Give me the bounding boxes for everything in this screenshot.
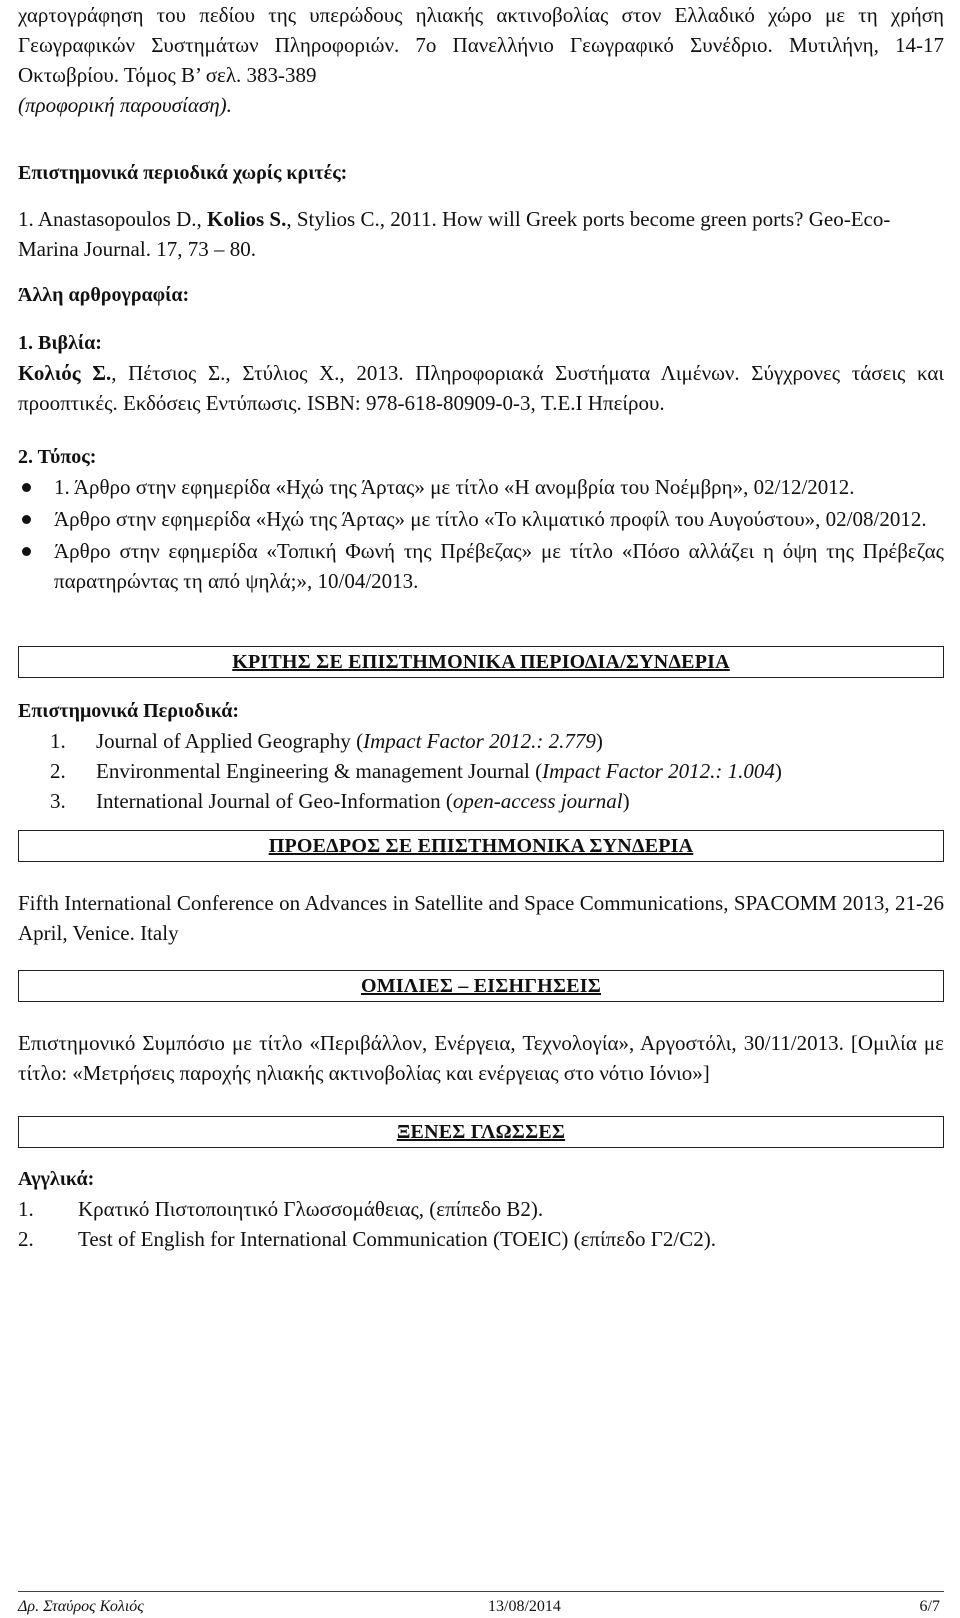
section-heading-journals-no-review: Επιστημονικά περιοδικά χωρίς κριτές: xyxy=(18,162,348,184)
footer-date: 13/08/2014 xyxy=(488,1598,561,1615)
item-number: 1. xyxy=(50,729,66,753)
press-item-text: Άρθρο στην εφημερίδα «Ηχώ της Άρτας» με τίτλο «Το κλιματικό προφίλ του Αυγούστου», 02/08/2012. xyxy=(54,507,927,531)
press-item-text: 1. Άρθρο στην εφημερίδα «Ηχώ της Άρτας» με τίτλο «Η ανομβρία του Νοέμβρη», 02/12/2012. xyxy=(54,475,855,499)
item-italic: open-access journal xyxy=(452,789,623,813)
list-item xyxy=(18,786,944,816)
intro-paragraph xyxy=(18,0,944,120)
item-number: 3. xyxy=(50,789,66,813)
item-text: Test of English for International Communication (TOEIC) (επίπεδο Γ2/C2). xyxy=(78,1227,716,1251)
chair-section-title: ΠΡΟΕΔΡΟΣ ΣΕ ΕΠΙΣΤΗΜΟΝΙΚΑ ΣΥΝΔΕΡΙΑ xyxy=(18,830,944,862)
document-page xyxy=(18,0,944,1254)
bullet-icon xyxy=(22,547,31,556)
item-italic: Impact Factor 2012.: 2.779 xyxy=(363,729,596,753)
entry-details: , Stylios C., 2011. How will Greek ports become green ports? Geo-Eco-Marina Journal. 17, 73 – 80. xyxy=(18,207,891,261)
item-italic: Impact Factor 2012.: 1.004 xyxy=(542,759,775,783)
item-number: 2. xyxy=(50,759,66,783)
languages-list xyxy=(18,1194,944,1254)
reviewer-list xyxy=(18,726,944,816)
list-item xyxy=(18,1194,944,1224)
books-heading: 1. Βιβλία: xyxy=(18,332,102,354)
list-item xyxy=(18,1224,944,1254)
reviewer-subheading: Επιστημονικά Περιοδικά: xyxy=(18,700,240,722)
bullet-icon xyxy=(22,515,31,524)
item-end: ) xyxy=(622,789,630,813)
book-details: , Πέτσιος Σ., Στύλιος Χ., 2013. Πληροφοριακά Συστήματα Λιμένων. Σύγχρονες τάσεις και προοπτικές. Εκδόσεις Εντύπωσις. ISBN: 978-618-80909-0-3, Τ.Ε.Ι Ηπείρου. xyxy=(18,361,944,415)
book-entry xyxy=(18,358,944,418)
item-end: ) xyxy=(595,729,603,753)
list-item xyxy=(18,726,944,756)
press-list xyxy=(18,472,944,596)
list-item xyxy=(18,472,944,502)
section-heading-other-bibliography: Άλλη αρθρογραφία: xyxy=(18,284,190,306)
languages-subheading: Αγγλικά: xyxy=(18,1168,95,1190)
entry-authors: 1. Anastasopoulos D., xyxy=(18,207,207,231)
list-item xyxy=(18,536,944,596)
talks-text: Επιστημονικό Συμπόσιο με τίτλο «Περιβάλλον, Ενέργεια, Τεχνολογία», Αργοστόλι, 30/11/2013. [Ομιλία με τίτλο: «Μετρήσεις παροχής ηλιακής ακτινοβολίας και ενέργειας στο νότιο Ιόνιο»] xyxy=(18,1031,944,1085)
chair-text: Fifth International Conference on Advances in Satellite and Space Communications, SPACOMM 2013, 21-26 April, Venice. Italy xyxy=(18,891,944,945)
book-author-highlight: Κολιός Σ. xyxy=(18,361,112,385)
page-footer xyxy=(18,1591,944,1615)
intro-text: χαρτογράφηση του πεδίου της υπερώδους ηλιακής ακτινοβολίας στον Ελλαδικό χώρο με τη χρήση Γεωγραφικών Συστημάτων Πληροφοριών. 7ο Πανελλήνιο Γεωγραφικό Συνέδριο. Μυτιλήνη, 14-17 Οκτωβρίου. Τόμος Β’ σελ. 383-389 xyxy=(18,3,944,87)
item-number: 1. xyxy=(18,1197,34,1221)
item-end: ) xyxy=(774,759,782,783)
footer-author: Δρ. Σταύρος Κολιός xyxy=(18,1598,144,1615)
list-item xyxy=(18,756,944,786)
talks-section-title: ΟΜΙΛΙΕΣ – ΕΙΣΗΓΗΣΕΙΣ xyxy=(18,970,944,1002)
press-item-text: Άρθρο στην εφημερίδα «Τοπική Φωνή της Πρέβεζας» με τίτλο «Πόσο αλλάζει η όψη της Πρέβεζας παρατηρώντας τη από ψηλά;», 10/04/2013. xyxy=(54,539,944,593)
entry-author-highlight: Kolios S. xyxy=(207,207,287,231)
intro-note: (προφορική παρουσίαση). xyxy=(18,93,232,117)
item-text: Κρατικό Πιστοποιητικό Γλωσσομάθειας, (επίπεδο Β2). xyxy=(78,1197,544,1221)
item-text: Environmental Engineering & management Journal ( xyxy=(96,759,543,783)
languages-section-title: ΞΕΝΕΣ ΓΛΩΣΣΕΣ xyxy=(18,1116,944,1148)
bullet-icon xyxy=(22,483,31,492)
press-heading: 2. Τύπος: xyxy=(18,446,97,468)
item-number: 2. xyxy=(18,1227,34,1251)
list-item xyxy=(18,504,944,534)
journal-entry xyxy=(18,204,944,264)
item-text: Journal of Applied Geography ( xyxy=(96,729,364,753)
reviewer-section-title: ΚΡΙΤΗΣ ΣΕ ΕΠΙΣΤΗΜΟΝΙΚΑ ΠΕΡΙΟΔΙΑ/ΣΥΝΔΕΡΙΑ xyxy=(18,646,944,678)
footer-page-number: 6/7 xyxy=(919,1598,940,1615)
item-text: International Journal of Geo-Information ( xyxy=(96,789,453,813)
